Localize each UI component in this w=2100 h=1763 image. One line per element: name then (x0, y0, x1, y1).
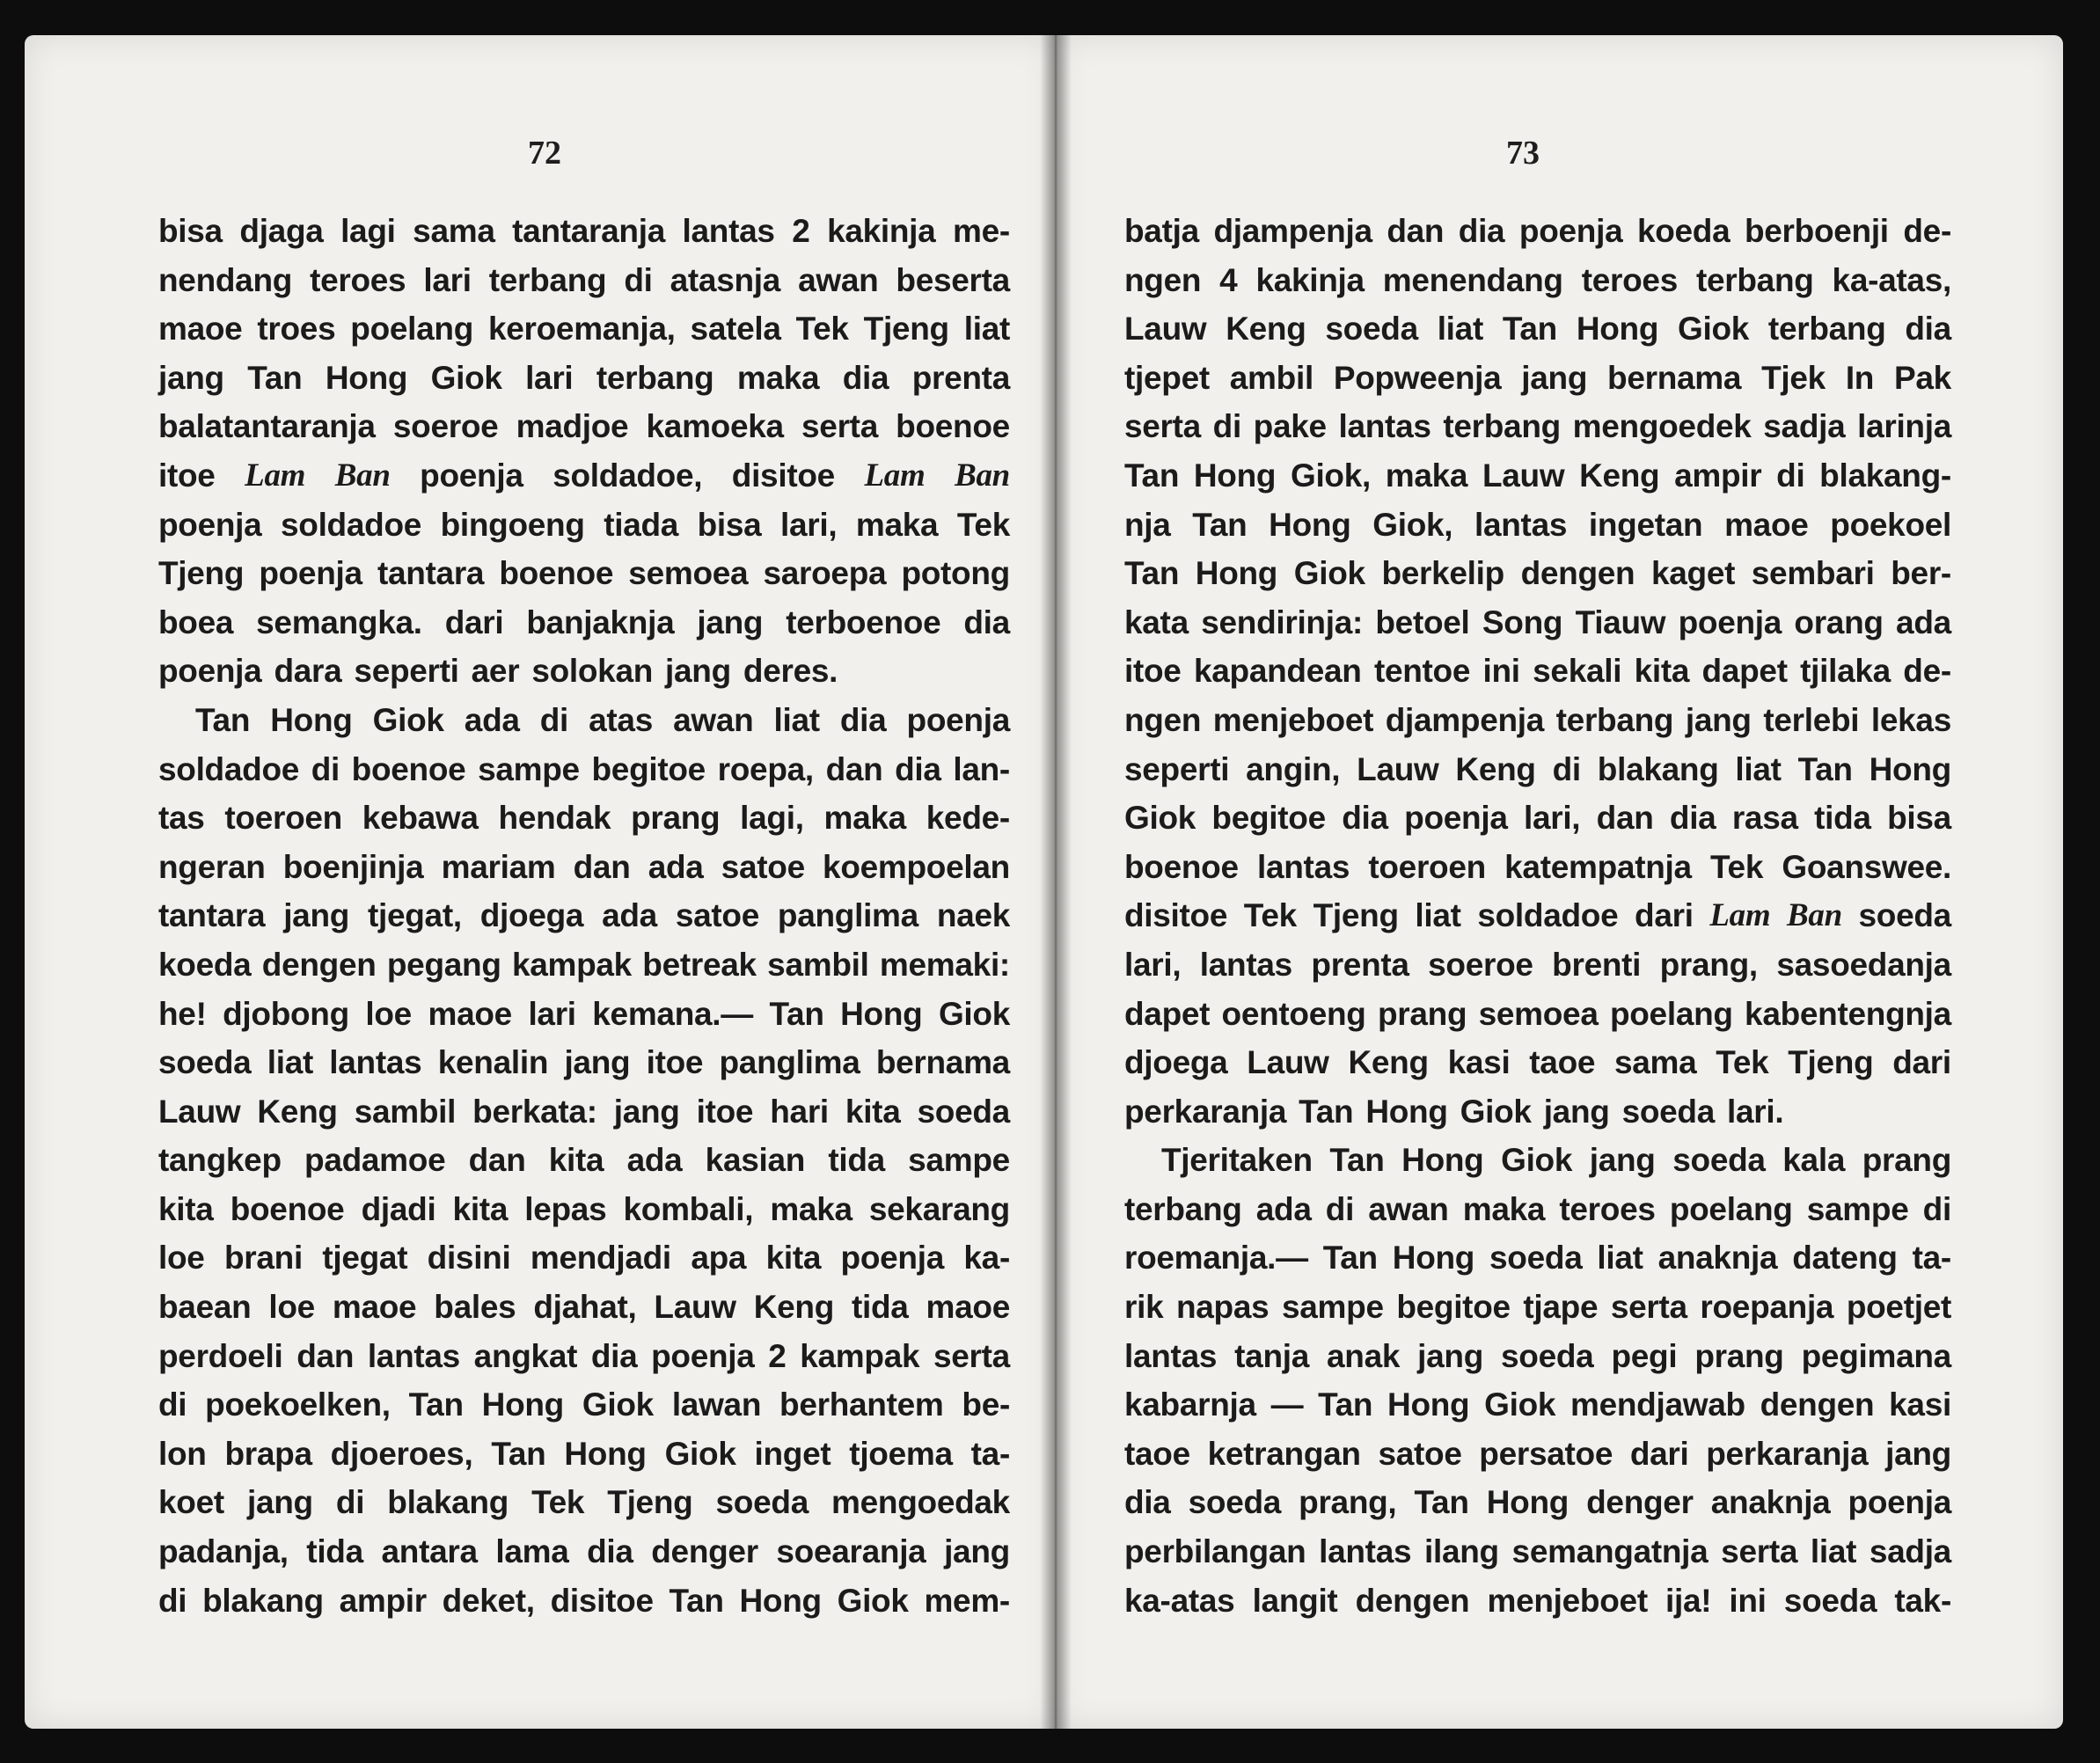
page-text (1124, 207, 1951, 1625)
text-line: tantara jang tjegat, djoega ada satoe panglima naek (158, 897, 1010, 934)
text-line: serta di pake lantas terbang mengoedek sadja larinja (1124, 408, 1951, 445)
text-line: dapet oentoeng prang semoea poelang kabentengnja (1124, 995, 1951, 1032)
book-gutter (1040, 35, 1072, 1729)
text-line: boenoe lantas toeroen katempatnja Tek Goanswee. (1124, 848, 1951, 885)
text-line: jang Tan Hong Giok lari terbang maka dia prenta (158, 359, 1010, 396)
text-line: koet jang di blakang Tek Tjeng soeda mengoedak (158, 1484, 1010, 1521)
text-line: lari, lantas prenta soeroe brenti prang, sasoedanja (1124, 946, 1951, 983)
text-line: Tjeng poenja tantara boenoe semoea saroepa potong (158, 555, 1010, 592)
text-line: kabarnja — Tan Hong Giok mendjawab dengen kasi (1124, 1386, 1951, 1423)
text-line: soldadoe di boenoe sampe begitoe roepa, dan dia lan- (158, 750, 1010, 787)
text-line: bisa djaga lagi sama tantaranja lantas 2 kakinja me- (158, 213, 1010, 249)
text-line: perbilangan lantas ilang semangatnja serta liat sadja (1124, 1533, 1951, 1570)
text-line: Tjeritaken Tan Hong Giok jang soeda kala prang (1161, 1142, 1951, 1179)
text-line: tangkep padamoe dan kita ada kasian tida sampe (158, 1142, 1010, 1179)
text-line: Lauw Keng sambil berkata: jang itoe hari kita soeda (158, 1093, 1010, 1130)
text-line: batja djampenja dan dia poenja koeda berboenji de- (1124, 213, 1951, 249)
page-number: 72 (528, 135, 561, 172)
text-line: roemanja.— Tan Hong soeda liat anaknja dateng ta- (1124, 1240, 1951, 1277)
text-line: kita boenoe djadi kita lepas kombali, maka sekarang (158, 1190, 1010, 1227)
text-line: terbang ada di awan maka teroes poelang sampe di (1124, 1190, 1951, 1227)
text-line: kata sendirinja: betoel Song Tiauw poenja orang ada (1124, 604, 1951, 640)
text-line: he! djobong loe maoe lari kemana.— Tan Hong Giok (158, 995, 1010, 1032)
text-line: poenja dara seperti aer solokan jang deres. (158, 653, 838, 690)
text-line: padanja, tida antara lama dia denger soearanja jang (158, 1533, 1010, 1570)
text-line: soeda liat lantas kenalin jang itoe panglima bernama (158, 1044, 1010, 1081)
page-text (158, 207, 1010, 1625)
text-line: maoe troes poelang keroemanja, satela Tek Tjeng liat (158, 311, 1010, 347)
text-line: ngeran boenjinja mariam dan ada satoe koempoelan (158, 848, 1010, 885)
text-line: lon brapa djoeroes, Tan Hong Giok inget tjoema ta- (158, 1435, 1010, 1472)
text-line: Tan Hong Giok, maka Lauw Keng ampir di blakang- (1124, 457, 1951, 494)
text-line: ngen 4 kakinja menendang teroes terbang ka-atas, (1124, 261, 1951, 298)
text-line: djoega Lauw Keng kasi taoe sama Tek Tjeng dari (1124, 1044, 1951, 1081)
right-page (1056, 35, 2063, 1729)
text-line: itoe Lam Ban poenja soldadoe, disitoe Lam Ban (158, 457, 1010, 494)
left-page (25, 35, 1056, 1729)
text-line: poenja soldadoe bingoeng tiada bisa lari, maka Tek (158, 506, 1010, 543)
text-line: dia soeda prang, Tan Hong denger anaknja poenja (1124, 1484, 1951, 1521)
text-line: balatantaranja soeroe madjoe kamoeka serta boenoe (158, 408, 1010, 445)
text-line: boea semangka. dari banjaknja jang terboenoe dia (158, 604, 1010, 640)
text-line: ngen menjeboet djampenja terbang jang terlebi lekas (1124, 701, 1951, 738)
text-line: koeda dengen pegang kampak betreak sambil memaki: (158, 946, 1010, 983)
text-line: itoe kapandean tentoe ini sekali kita dapet tjilaka de- (1124, 653, 1951, 690)
text-line: loe brani tjegat disini mendjadi apa kita poenja ka- (158, 1240, 1010, 1277)
text-line: tas toeroen kebawa hendak prang lagi, maka kede- (158, 800, 1010, 837)
text-line: disitoe Tek Tjeng liat soldadoe dari Lam Ban soeda (1124, 897, 1951, 934)
text-line: tjepet ambil Popweenja jang bernama Tjek In Pak (1124, 359, 1951, 396)
text-line: di poekoelken, Tan Hong Giok lawan berhantem be- (158, 1386, 1010, 1423)
text-line: baean loe maoe bales djahat, Lauw Keng tida maoe (158, 1289, 1010, 1326)
text-line: nja Tan Hong Giok, lantas ingetan maoe poekoel (1124, 506, 1951, 543)
text-line: Tan Hong Giok ada di atas awan liat dia poenja (195, 701, 1010, 738)
text-line: Lauw Keng soeda liat Tan Hong Giok terbang dia (1124, 311, 1951, 347)
page-number: 73 (1506, 135, 1540, 172)
text-line: nendang teroes lari terbang di atasnja awan beserta (158, 261, 1010, 298)
text-line: taoe ketrangan satoe persatoe dari perkaranja jang (1124, 1435, 1951, 1472)
text-line: di blakang ampir deket, disitoe Tan Hong Giok mem- (158, 1582, 1010, 1619)
text-line: perkaranja Tan Hong Giok jang soeda lari. (1124, 1093, 1784, 1130)
text-line: lantas tanja anak jang soeda pegi prang pegimana (1124, 1337, 1951, 1374)
text-line: Tan Hong Giok berkelip dengen kaget sembari ber- (1124, 555, 1951, 592)
text-line: ka-atas langit dengen menjeboet ija! ini soeda tak- (1124, 1582, 1951, 1619)
text-line: rik napas sampe begitoe tjape serta roepanja poetjet (1124, 1289, 1951, 1326)
text-line: perdoeli dan lantas angkat dia poenja 2 kampak serta (158, 1337, 1010, 1374)
text-line: seperti angin, Lauw Keng di blakang liat Tan Hong (1124, 750, 1951, 787)
text-line: Giok begitoe dia poenja lari, dan dia rasa tida bisa (1124, 800, 1951, 837)
